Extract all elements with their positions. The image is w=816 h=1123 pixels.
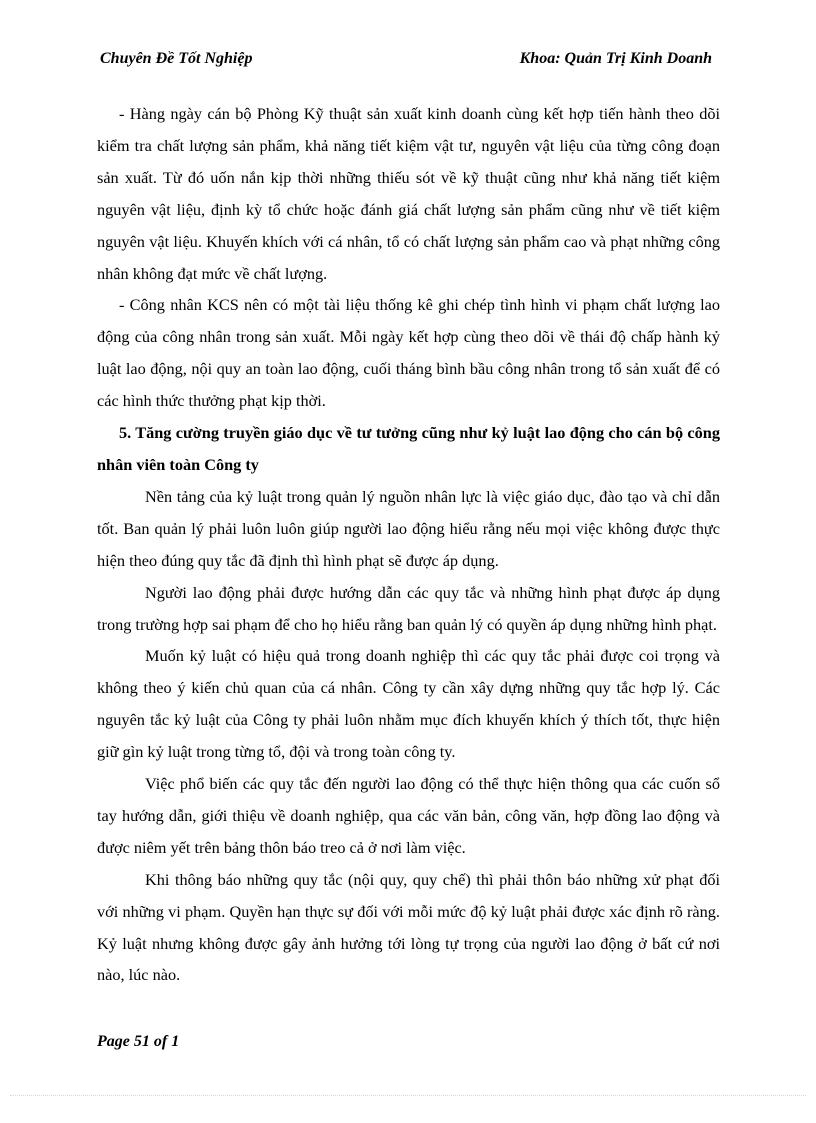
body-paragraph-1: Nền tảng của kỷ luật trong quản lý nguồn nhân lực là việc giáo dục, đào tạo và chỉ dẫn tốt. Ban quản lý phải luôn luôn giúp người lao động hiểu rằng nếu mọi việc không được thực hiện theo đúng quy tắc đã định thì hình phạt sẽ được áp dụng. [97, 486, 720, 570]
body-paragraph-4: Việc phổ biến các quy tắc đến người lao động có thể thực hiện thông qua các cuốn sổ tay hướng dẫn, giới thiệu về doanh nghiệp, qua các văn bản, công văn, hợp đồng lao động và được niêm yết trên bảng thôn báo treo cả ở nơi làm việc. [97, 774, 720, 857]
body-paragraph-5: Khi thông báo những quy tắc (nội quy, quy chế) thì phải thôn báo những xử phạt đối với những vi phạm. Quyền hạn thực sự đối với mỗi mức độ kỷ luật phải được xác định rõ ràng. Kỷ luật nhưng không được gây ảnh hưởng tới lòng tự trọng của người lao động ở bất cứ nơi nào, lúc nào. [97, 869, 720, 985]
bullet-paragraph-1: - Hàng ngày cán bộ Phòng Kỹ thuật sản xuất kinh doanh cùng kết hợp tiến hành theo dõi kiểm tra chất lượng sản phẩm, khả năng tiết kiệm vật tư, nguyên vật liệu của từng công đoạn sản xuất. Từ đó uốn nắn kịp thời những thiếu sót về kỹ thuật cũng như khả năng tiết kiệm nguyên vật liệu, định kỳ tổ chức hoặc đánh giá chất lượng sản phẩm cũng như về tiết kiệm nguyên vật liệu. Khuyến khích với cá nhân, tổ có chất lượng sản phẩm cao và phạt những công nhân không đạt mức về chất lượng. [97, 104, 720, 283]
header-left-title: Chuyên Đề Tốt Nghiệp [100, 50, 253, 67]
page-header [100, 50, 712, 68]
section-heading: 5. Tăng cường truyền giáo dục về tư tưởng cũng như kỷ luật lao động cho cán bộ công nhân viên toàn Công ty [97, 423, 720, 474]
page-number: Page 51 of 1 [97, 1033, 180, 1050]
page-bottom-divider [10, 1095, 806, 1096]
document-body [97, 98, 720, 991]
body-paragraph-2: Người lao động phải được hướng dẫn các quy tắc và những hình phạt được áp dụng trong trường hợp sai phạm để cho họ hiểu rằng ban quản lý có quyền áp dụng những hình phạt. [97, 582, 720, 634]
body-paragraph-3: Muốn kỷ luật có hiệu quả trong doanh nghiệp thì các quy tắc phải được coi trọng và không theo ý kiến chủ quan của cá nhân. Công ty cần xây dựng những quy tắc hợp lý. Các nguyên tắc kỷ luật của Công ty phải luôn nhằm mục đích khuyến khích ý thích tốt, thực hiện giữ gìn kỷ luật trong từng tổ, đội và trong toàn công ty. [97, 646, 720, 762]
header-right-department: Khoa: Quản Trị Kinh Doanh [519, 50, 712, 67]
bullet-paragraph-2: - Công nhân KCS nên có một tài liệu thống kê ghi chép tình hình vi phạm chất lượng lao động của công nhân trong sản xuất. Mỗi ngày kết hợp cùng theo dõi về thái độ chấp hành kỷ luật lao động, nội quy an toàn lao động, cuối tháng bình bầu công nhân trong tổ sản xuất để có các hình thức thưởng phạt kịp thời. [97, 295, 720, 411]
